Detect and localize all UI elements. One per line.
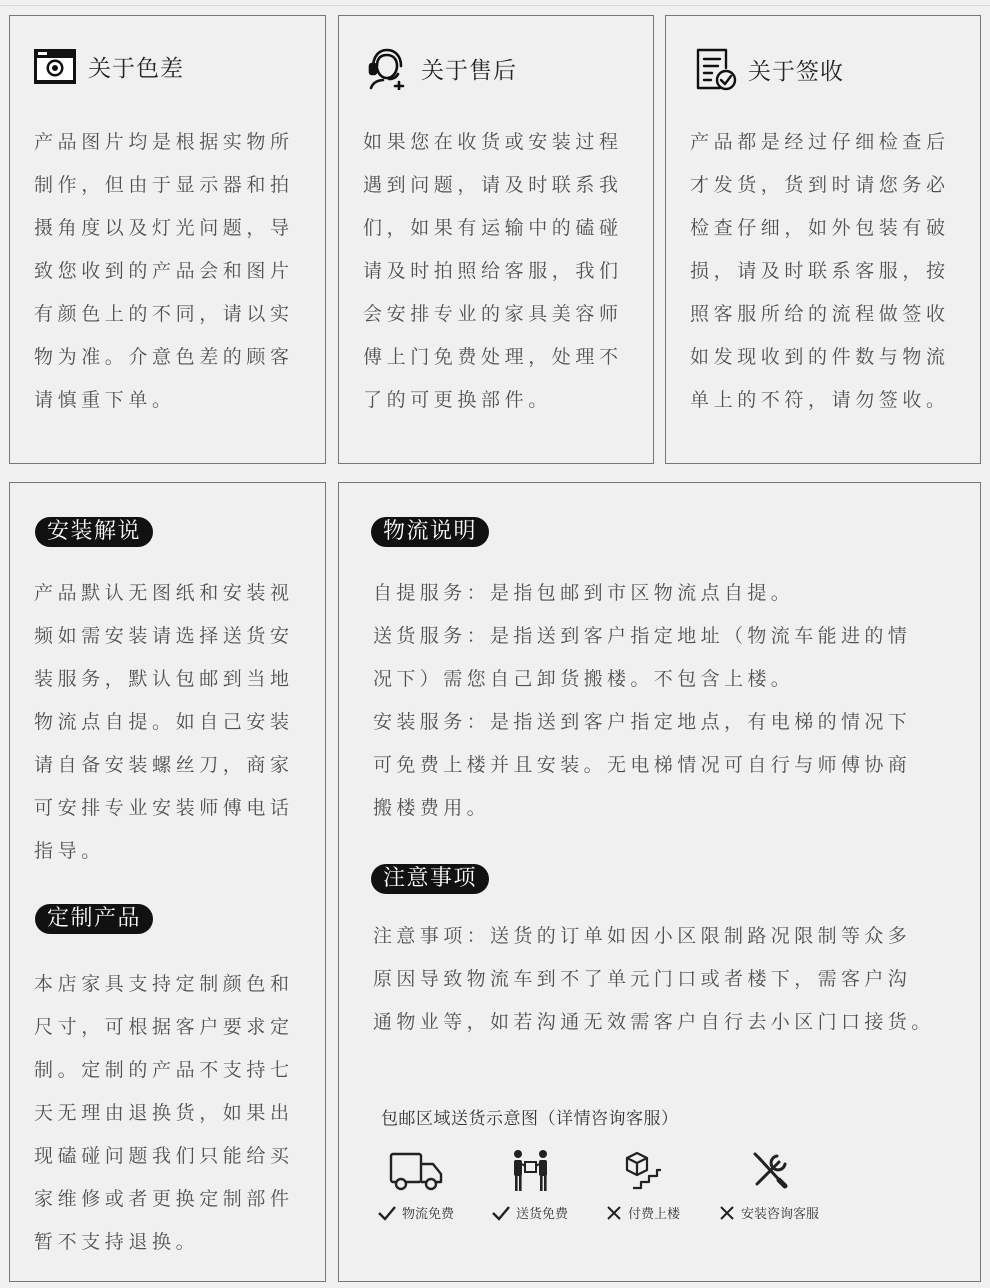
signed-document-icon [694, 46, 738, 92]
text-line: 装服务，默认包邮到当地 [34, 668, 294, 690]
text-line: 请慎重下单。 [34, 389, 176, 411]
text-line: 尺寸，可根据客户要求定 [34, 1016, 294, 1038]
camera-icon [32, 46, 78, 86]
text-line: 可安排专业安装师傅电话 [34, 797, 294, 819]
text-line: 请及时拍照给客服，我们 [363, 260, 623, 282]
text-line: 们，如果有运输中的磕碰 [363, 217, 623, 239]
card-install-custom [9, 482, 326, 1282]
notice-text [373, 915, 935, 1044]
text-line: 如发现收到的件数与物流 [690, 346, 950, 368]
card-title: 关于色差 [88, 55, 184, 82]
text-line: 家维修或者更换定制部件 [34, 1188, 294, 1210]
truck-icon [387, 1148, 445, 1198]
text-line: 频如需安装请选择送货安 [34, 625, 294, 647]
delivery-people-icon [509, 1148, 553, 1198]
customer-service-icon [365, 46, 411, 90]
text-line: 摄角度以及灯光问题，导 [34, 217, 294, 239]
text-line: 产品默认无图纸和安装视 [34, 582, 294, 604]
service-free-logistics [377, 1203, 454, 1222]
text-line: 指导。 [34, 840, 105, 862]
service-paid-upstairs [605, 1203, 680, 1222]
service-install-consult [718, 1203, 819, 1222]
text-line: 遇到问题，请及时联系我 [363, 174, 623, 196]
card-after-sales [338, 15, 654, 464]
text-line: 照客服所给的流程做签收 [690, 303, 950, 325]
card-header [365, 46, 517, 90]
text-line: 通物业等，如若沟通无效需客户自行去小区门口接货。 [373, 1011, 935, 1033]
text-line: 安装服务：是指送到客户指定地点，有电梯的情况下 [373, 711, 912, 733]
text-line: 送货服务：是指送到客户指定地址（物流车能进的情 [373, 625, 912, 647]
card-text [34, 121, 294, 422]
text-line: 搬楼费用。 [373, 797, 491, 819]
install-text [34, 572, 294, 873]
check-icon [377, 1205, 397, 1221]
text-line: 有颜色上的不同，请以实 [34, 303, 294, 325]
text-line: 损，请及时联系客服，按 [690, 260, 950, 282]
text-line: 会安排专业的家具美容师 [363, 303, 623, 325]
tools-icon [749, 1148, 793, 1198]
text-line: 检查仔细，如外包装有破 [690, 217, 950, 239]
service-label: 付费上楼 [628, 1207, 681, 1222]
text-line: 产品图片均是根据实物所 [34, 131, 294, 153]
service-label: 安装咨询客服 [741, 1207, 820, 1222]
top-divider [0, 5, 990, 6]
box-stairs-icon [621, 1148, 665, 1198]
text-line: 了的可更换部件。 [363, 389, 552, 411]
text-line: 本店家具支持定制颜色和 [34, 973, 294, 995]
text-line: 天无理由退换货，如果出 [34, 1102, 294, 1124]
text-line: 制。定制的产品不支持七 [34, 1059, 294, 1081]
card-logistics [338, 482, 981, 1282]
text-line: 物为准。介意色差的顾客 [34, 346, 294, 368]
text-line: 才发货，货到时请您务必 [690, 174, 950, 196]
install-section-title: 安装解说 [35, 517, 153, 547]
custom-text [34, 963, 294, 1264]
card-title: 关于售后 [421, 57, 517, 84]
card-text [690, 121, 950, 422]
check-icon [491, 1205, 511, 1221]
text-line: 现磕碰问题我们只能给买 [34, 1145, 294, 1167]
text-line: 请自备安装螺丝刀，商家 [34, 754, 294, 776]
cross-icon [718, 1205, 736, 1221]
card-text [363, 121, 623, 422]
cross-icon [605, 1205, 623, 1221]
card-title: 关于签收 [748, 58, 844, 85]
text-line: 物流点自提。如自己安装 [34, 711, 294, 733]
text-line: 可免费上楼并且安装。无电梯情况可自行与师傅协商 [373, 754, 912, 776]
text-line: 单上的不符，请勿签收。 [690, 389, 950, 411]
service-label: 送货免费 [516, 1207, 569, 1222]
text-line: 傅上门免费处理，处理不 [363, 346, 623, 368]
text-line: 制作，但由于显示器和拍 [34, 174, 294, 196]
logistics-text [373, 572, 911, 830]
card-color-difference [9, 15, 326, 464]
notice-section-title: 注意事项 [371, 864, 489, 894]
text-line: 原因导致物流车到不了单元门口或者楼下，需客户沟 [373, 968, 912, 990]
text-line: 注意事项：送货的订单如因小区限制路况限制等众多 [373, 925, 912, 947]
text-line: 况下）需您自己卸货搬楼。不包含上楼。 [373, 668, 795, 690]
delivery-map-title: 包邮区域送货示意图（详情咨询客服） [381, 1109, 679, 1129]
custom-section-title: 定制产品 [35, 904, 153, 934]
logistics-section-title: 物流说明 [371, 517, 489, 547]
service-label: 物流免费 [402, 1207, 455, 1222]
text-line: 如果您在收货或安装过程 [363, 131, 623, 153]
text-line: 暂不支持退换。 [34, 1231, 200, 1253]
text-line: 自提服务：是指包邮到市区物流点自提。 [373, 582, 795, 604]
service-free-delivery [491, 1203, 568, 1222]
text-line: 致您收到的产品会和图片 [34, 260, 294, 282]
text-line: 产品都是经过仔细检查后 [690, 131, 950, 153]
card-sign-for-delivery [665, 15, 981, 464]
card-header [694, 46, 844, 92]
card-header [32, 46, 184, 86]
